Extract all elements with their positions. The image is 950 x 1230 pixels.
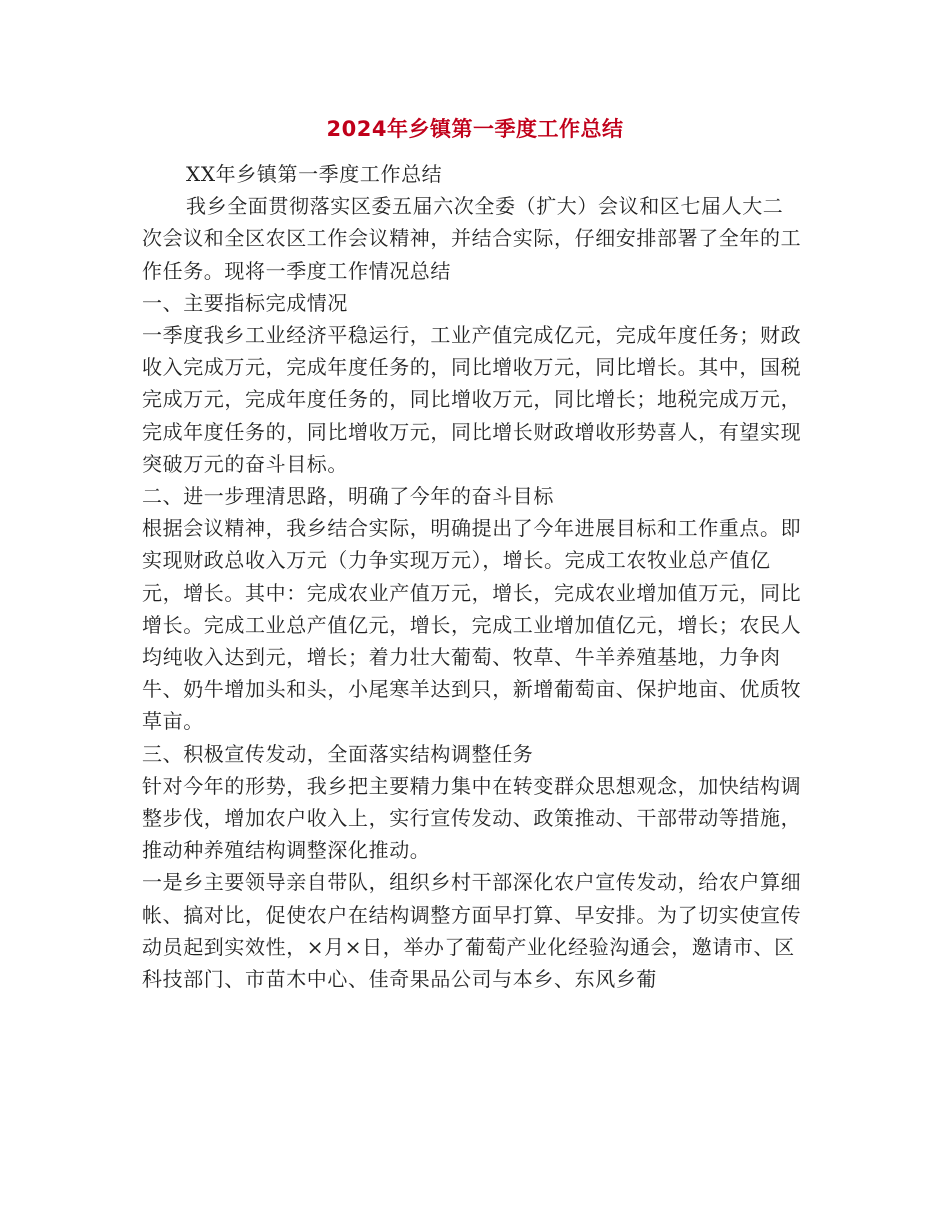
paragraph-measure-1: 一是乡主要领导亲自带队，组织乡村干部深化农户宣传发动，给农户算细帐、搞对比，促使农户在结构调整方面早打算、早安排。为了切实使宣传动员起到实效性，×月×日，举办了葡萄产业化经验沟通会，邀请市、区科技部门、市苗木中心、佳奇果品公司与本乡、东风乡葡 <box>142 870 802 992</box>
paragraph-subtitle: XX年乡镇第一季度工作总结 <box>186 162 443 186</box>
paragraph-goals: 根据会议精神，我乡结合实际，明确提出了今年进展目标和工作重点。即实现财政总收入万元（力争实现万元），增长。完成工农牧业总产值亿元，增长。其中：完成农业产值万元，增长，完成农业增加值万元，同比增长。完成工业总产值亿元，增长，完成工业增加值亿元，增长；农民人均纯收入达到元，增长；着力壮大葡萄、牧草、牛羊养殖基地，力争肉牛、奶牛增加头和头，小尾寒羊达到只，新增葡萄亩、保护地亩、优质牧草亩。 <box>142 516 802 734</box>
section-heading-2: 二、进一步理清思路，明确了今年的奋斗目标 <box>142 484 554 509</box>
document-body <box>142 158 802 995</box>
paragraph-indicators: 一季度我乡工业经济平稳运行，工业产值完成亿元，完成年度任务；财政收入完成万元，完成年度任务的，同比增收万元，同比增长。其中，国税完成万元，完成年度任务的，同比增收万元，同比增长；地税完成万元，完成年度任务的，同比增收万元，同比增长财政增收形势喜人，有望实现突破万元的奋斗目标。 <box>142 323 802 476</box>
section-heading-1: 一、主要指标完成情况 <box>142 290 348 315</box>
paragraph-intro: 我乡全面贯彻落实区委五届六次全委（扩大）会议和区七届人大二次会议和全区农区工作会议精神，并结合实际，仔细安排部署了全年的工作任务。现将一季度工作情况总结 <box>142 194 802 283</box>
document-title: 2024年乡镇第一季度工作总结 <box>326 117 624 141</box>
paragraph-structure: 针对今年的形势，我乡把主要精力集中在转变群众思想观念，加快结构调整步伐，增加农户收入上，实行宣传发动、政策推动、干部带动等措施，推动种养殖结构调整深化推动。 <box>142 773 802 863</box>
section-heading-3: 三、积极宣传发动，全面落实结构调整任务 <box>142 741 534 766</box>
